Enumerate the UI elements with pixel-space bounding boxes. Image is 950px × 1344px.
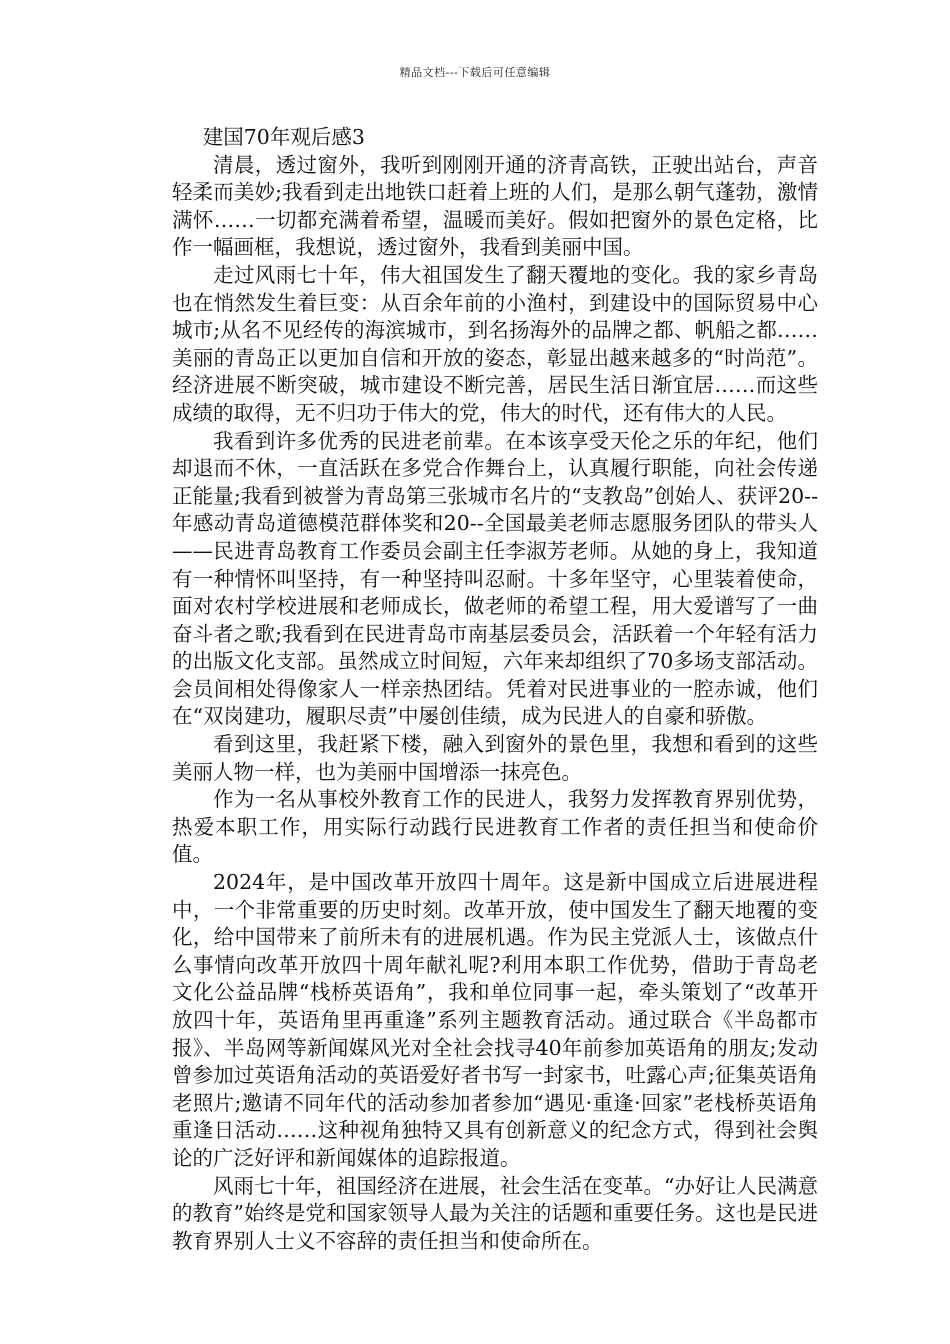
paragraph: 清晨，透过窗外，我听到刚刚开通的济青高铁，正驶出站台，声音轻柔而美妙;我看到走出地铁口赶着上班的人们，是那么朝气蓬勃，激情满怀……一切都充满着希望，温暖而美好。假如把窗外的景色定格，比作一幅画框，我想说，透过窗外，我看到美丽中国。 [172, 152, 818, 260]
paragraph: 风雨七十年，祖国经济在进展，社会生活在变革。“办好让人民满意的教育”始终是党和国家领导人最为关注的话题和重要任务。这也是民进教育界别人士义不容辞的责任担当和使命所在。 [172, 1173, 818, 1253]
paragraph: 我看到许多优秀的民进老前辈。在本该享受天伦之乐的年纪，他们却退而不休，一直活跃在多党合作舞台上，认真履行职能，向社会传递正能量;我看到被誉为青岛第三张城市名片的“支教岛”创始人、获评20--年感动青岛道德模范群体奖和20--全国最美老师志愿服务团队的带头人——民进青岛教育工作委员会副主任李淑芳老师。从她的身上，我知道有一种情怀叫坚持，有一种坚持叫忍耐。十多年坚守，心里装着使命，面对农村学校进展和老师成长，做老师的希望工程，用大爱谱写了一曲奋斗者之歌;我看到在民进青岛市南基层委员会，活跃着一个年轻有活力的出版文化支部。虽然成立时间短，六年来却组织了70多场支部活动。会员间相处得像家人一样亲热团结。凭着对民进事业的一腔赤诚，他们在“双岗建功，履职尽责”中屡创佳绩，成为民进人的自豪和骄傲。 [172, 428, 818, 729]
paragraph: 看到这里，我赶紧下楼，融入到窗外的景色里，我想和看到的这些美丽人物一样，也为美丽中国增添一抹亮色。 [172, 732, 818, 784]
article-title: 建国70年观后感3 [202, 125, 365, 149]
paragraph: 作为一名从事校外教育工作的民进人，我努力发挥教育界别优势，热爱本职工作，用实际行动践行民进教育工作者的责任担当和使命价值。 [172, 787, 818, 867]
article-body [172, 124, 818, 1255]
paragraph: 走过风雨七十年，伟大祖国发生了翻天覆地的变化。我的家乡青岛也在悄然发生着巨变：从百余年前的小渔村，到建设中的国际贸易中心城市;从名不见经传的海滨城市，到名扬海外的品牌之都、帆船之都……美丽的青岛正以更加自信和开放的姿态，彰显出越来越多的“时尚范”。经济进展不断突破，城市建设不断完善，居民生活日渐宜居……而这些成绩的取得，无不归功于伟大的党，伟大的时代，还有伟大的人民。 [172, 262, 818, 425]
paragraph: 2024年，是中国改革开放四十周年。这是新中国成立后进展进程中，一个非常重要的历史时刻。改革开放，使中国发生了翻天地覆的变化，给中国带来了前所未有的进展机遇。作为民主党派人士，该做点什么事情向改革开放四十周年献礼呢?利用本职工作优势，借助于青岛老文化公益品牌“栈桥英语角”，我和单位同事一起，牵头策划了“改革开放四十年，英语角里再重逢”系列主题教育活动。通过联合《半岛都市报》、半岛网等新闻媒风光对全社会找寻40年前参加英语角的朋友;发动曾参加过英语角活动的英语爱好者书写一封家书，吐露心声;征集英语角老照片;邀请不同年代的活动参加者参加“遇见·重逢·回家”老栈桥英语角重逢日活动……这种视角独特又具有创新意义的纪念方式，得到社会舆论的广泛好评和新闻媒体的追踪报道。 [172, 870, 818, 1170]
page-header: 精品文档---下载后可任意编辑 [399, 66, 551, 79]
